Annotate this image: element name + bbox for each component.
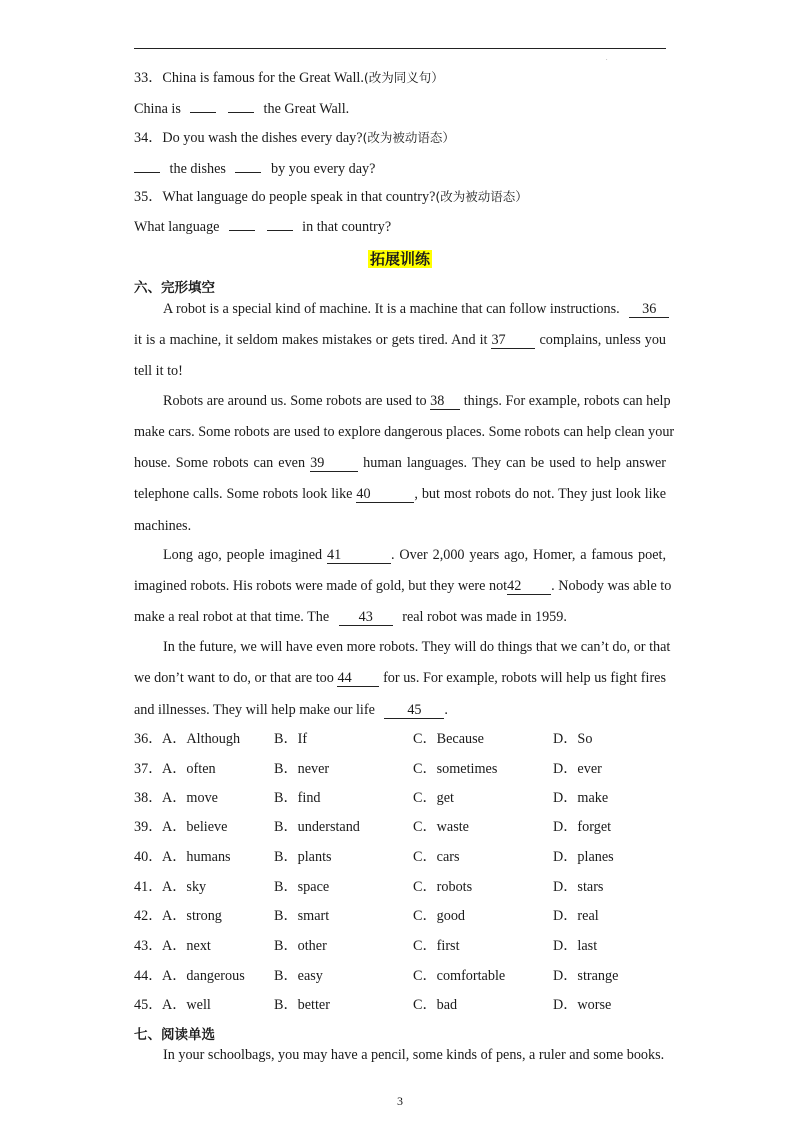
option-39-d[interactable]: D．forget	[553, 819, 612, 835]
option-40-d[interactable]: D．planes	[553, 849, 614, 865]
cloze-p2-line3: house. Some robots can even 39 human languages. They can be used to help answer	[134, 455, 667, 471]
blank-42[interactable]: 42	[507, 578, 551, 595]
option-45-b[interactable]: B．better	[274, 997, 330, 1013]
option-45-a[interactable]: A．well	[162, 997, 211, 1013]
option-43-d[interactable]: D．last	[553, 938, 598, 954]
option-40-c[interactable]: C．cars	[413, 849, 460, 865]
blank-41[interactable]: 41	[327, 547, 391, 564]
blank-44[interactable]: 44	[337, 670, 379, 687]
cloze-p1-line2: it is a machine, it seldom makes mistakes or gets tired. And it 37 complains, unless you	[134, 332, 667, 348]
blank-35-2[interactable]	[267, 216, 293, 231]
option-row-41: 41． A．sky B．space C．robots D．stars	[134, 879, 604, 895]
option-37-b[interactable]: B．never	[274, 761, 330, 777]
option-37-d[interactable]: D．ever	[553, 761, 602, 777]
option-42-b[interactable]: B．smart	[274, 908, 330, 924]
cloze-p2-line4: telephone calls. Some robots look like 40 , but most robots do not. They just look like	[134, 486, 666, 502]
answer-35: What language in that country?	[134, 216, 391, 237]
question-34: 34．Do you wash the dishes every day?(改为被动语态）	[134, 130, 455, 146]
option-38-c[interactable]: C．get	[413, 790, 454, 806]
option-44-b[interactable]: B．easy	[274, 968, 323, 984]
option-45-d[interactable]: D．worse	[553, 997, 612, 1013]
blank-33-2[interactable]	[228, 98, 254, 113]
question-35: 35．What language do people speak in that country?(改为被动语态）	[134, 189, 528, 205]
question-33: 33．China is famous for the Great Wall.(改为同义句）	[134, 70, 444, 86]
option-42-d[interactable]: D．real	[553, 908, 599, 924]
cloze-p1-line3: tell it to!	[134, 363, 183, 379]
option-row-43: 43． A．next B．other C．first D．last	[134, 938, 598, 954]
option-40-b[interactable]: B．plants	[274, 849, 332, 865]
section-title: 拓展训练	[369, 250, 430, 268]
option-row-39: 39． A．believe B．understand C．waste D．forget	[134, 819, 612, 835]
option-39-a[interactable]: A．believe	[162, 819, 228, 835]
blank-39[interactable]: 39	[310, 455, 358, 472]
option-44-a[interactable]: A．dangerous	[162, 968, 245, 984]
option-row-37: 37． A．often B．never C．sometimes D．ever	[134, 761, 602, 777]
cloze-p2-line5: machines.	[134, 518, 192, 534]
cloze-heading: 六、完形填空	[134, 280, 215, 296]
option-row-45: 45． A．well B．better C．bad D．worse	[134, 997, 612, 1013]
option-45-c[interactable]: C．bad	[413, 997, 458, 1013]
cloze-p2-line2: make cars. Some robots are used to explore dangerous places. Some robots can help clean your	[134, 424, 675, 440]
reading-line1: In your schoolbags, you may have a pencil, some kinds of pens, a ruler and some books.	[163, 1047, 665, 1063]
option-44-d[interactable]: D．strange	[553, 968, 619, 984]
option-38-b[interactable]: B．find	[274, 790, 321, 806]
header-mark: .	[606, 56, 608, 62]
blank-37[interactable]: 37	[491, 332, 535, 349]
option-36-b[interactable]: B．If	[274, 731, 308, 747]
option-44-c[interactable]: C．comfortable	[413, 968, 506, 984]
option-row-38: 38． A．move B．find C．get D．make	[134, 790, 609, 806]
blank-43[interactable]: 43	[339, 609, 393, 626]
blank-33-1[interactable]	[190, 98, 216, 113]
reading-heading: 七、阅读单选	[134, 1027, 215, 1043]
option-37-c[interactable]: C．sometimes	[413, 761, 498, 777]
option-43-b[interactable]: B．other	[274, 938, 327, 954]
cloze-p3-line3: make a real robot at that time. The 43 real robot was made in 1959.	[134, 609, 567, 625]
blank-36[interactable]: 36	[629, 301, 669, 318]
answer-34: the dishes by you every day?	[134, 158, 375, 179]
option-43-a[interactable]: A．next	[162, 938, 211, 954]
option-41-c[interactable]: C．robots	[413, 879, 473, 895]
cloze-p4-line1: In the future, we will have even more robots. They will do things that we can’t do, or that	[163, 639, 671, 655]
option-36-c[interactable]: C．Because	[413, 731, 484, 747]
cloze-p4-line3: and illnesses. They will help make our life 45 .	[134, 702, 448, 718]
cloze-p3-line1: Long ago, people imagined 41 . Over 2,000 years ago, Homer, a famous poet,	[163, 547, 666, 563]
option-41-d[interactable]: D．stars	[553, 879, 604, 895]
blank-34-2[interactable]	[235, 158, 261, 173]
cloze-p2-line1: Robots are around us. Some robots are used to 38 things. For example, robots can help	[163, 393, 671, 409]
option-36-a[interactable]: A．Although	[162, 731, 241, 747]
cloze-p3-line2: imagined robots. His robots were made of gold, but they were not42 . Nobody was able to	[134, 578, 672, 594]
option-37-a[interactable]: A．often	[162, 761, 216, 777]
blank-40[interactable]: 40	[356, 486, 414, 503]
page-number: 3	[397, 1094, 403, 1108]
cloze-p4-line2: we don’t want to do, or that are too 44 for us. For example, robots will help us fight fires	[134, 670, 667, 686]
option-42-c[interactable]: C．good	[413, 908, 466, 924]
option-43-c[interactable]: C．first	[413, 938, 460, 954]
blank-45[interactable]: 45	[384, 702, 444, 719]
option-40-a[interactable]: A．humans	[162, 849, 231, 865]
option-42-a[interactable]: A．strong	[162, 908, 222, 924]
option-39-b[interactable]: B．understand	[274, 819, 360, 835]
option-row-44: 44． A．dangerous B．easy C．comfortable D．strange	[134, 968, 619, 984]
option-39-c[interactable]: C．waste	[413, 819, 469, 835]
answer-33: China is the Great Wall.	[134, 98, 349, 119]
option-row-36: 36． A．Although B．If C．Because D．So	[134, 731, 593, 747]
option-41-b[interactable]: B．space	[274, 879, 330, 895]
option-36-d[interactable]: D．So	[553, 731, 593, 747]
blank-34-1[interactable]	[134, 158, 160, 173]
option-38-d[interactable]: D．make	[553, 790, 609, 806]
option-row-40: 40． A．humans B．plants C．cars D．planes	[134, 849, 614, 865]
option-38-a[interactable]: A．move	[162, 790, 218, 806]
option-41-a[interactable]: A．sky	[162, 879, 207, 895]
cloze-p1-line1: A robot is a special kind of machine. It is a machine that can follow instructions. 36	[163, 299, 669, 319]
header-rule	[134, 48, 666, 49]
blank-35-1[interactable]	[229, 216, 255, 231]
blank-38[interactable]: 38	[430, 393, 460, 410]
option-row-42: 42． A．strong B．smart C．good D．real	[134, 908, 599, 924]
